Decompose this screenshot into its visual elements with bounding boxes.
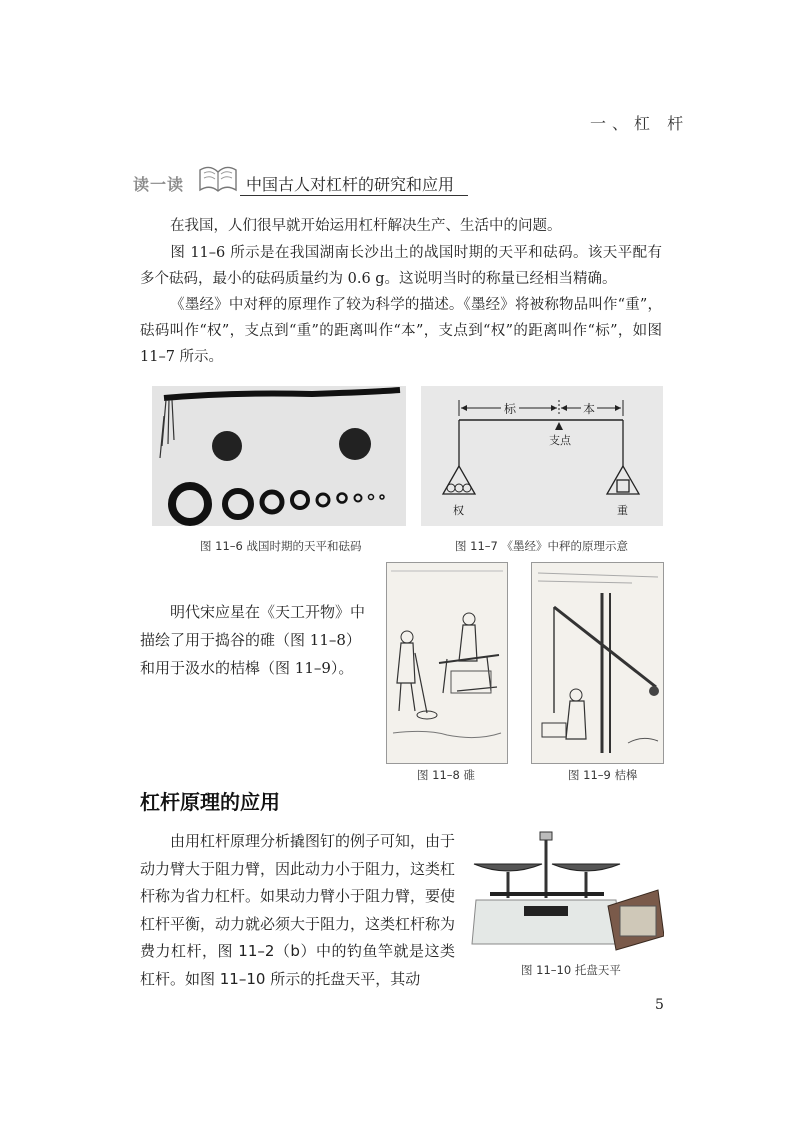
figure-11-9-image xyxy=(531,562,664,764)
figure-11-10-caption: 图 11–10 托盘天平 xyxy=(521,963,621,977)
title-underline xyxy=(240,195,468,196)
paragraph-4 xyxy=(140,598,368,682)
well-sweep-illustration xyxy=(532,563,663,763)
figure-11-6-image xyxy=(152,386,406,526)
paragraph-3-text: 《墨经》中对秤的原理作了较为科学的描述。《墨经》将被称物品叫作“重”，砝码叫作“权”，支点到“重”的距离叫作“本”，支点到“权”的距离叫作“标”，如图 11–7 所示。 xyxy=(140,297,662,365)
tray-balance-illustration xyxy=(468,826,664,954)
label-zhong: 重 xyxy=(617,504,628,517)
paragraph-2 xyxy=(140,240,662,292)
chapter-header: 一、杠 杆 xyxy=(590,114,690,133)
label-fulcrum: 支点 xyxy=(549,434,571,447)
figure-11-8-caption: 图 11–8 碓 xyxy=(417,768,476,782)
label-ben: 本 xyxy=(583,402,596,416)
paragraph-1-text: 在我国，人们很早就开始运用杠杆解决生产、生活中的问题。 xyxy=(170,218,562,234)
page-number: 5 xyxy=(655,997,664,1013)
figure-11-8-image xyxy=(386,562,508,764)
balance-weights-illustration xyxy=(152,386,406,526)
figure-11-7-caption: 图 11–7 《墨经》中秤的原理示意 xyxy=(455,539,629,553)
section-title: 杠杆原理的应用 xyxy=(140,790,280,814)
figure-11-9-caption: 图 11–9 桔槔 xyxy=(568,768,638,782)
pestle-illustration xyxy=(387,563,507,763)
paragraph-2-text: 图 11–6 所示是在我国湖南长沙出土的战国时期的天平和砝码。该天平配有多个砝码，最小的砝码质量约为 0.6 g。这说明当时的称量已经相当精确。 xyxy=(140,245,662,287)
figure-11-6-caption: 图 11–6 战国时期的天平和砝码 xyxy=(200,539,362,553)
open-book-icon xyxy=(196,160,240,194)
figure-11-10-image xyxy=(468,826,664,954)
label-biao: 标 xyxy=(504,402,517,416)
read-title: 中国古人对杠杆的研究和应用 xyxy=(246,175,455,194)
figure-11-7-diagram xyxy=(421,386,663,526)
section-body-text: 由用杠杆原理分析撬图钉的例子可知，由于动力臂大于阻力臂，因此动力小于阻力，这类杠杆称为省力杠杆。如果动力臂小于阻力臂，要使杠杆平衡，动力就必须大于阻力，这类杠杆称为费力杠杆，图 11–2（b）中的钓鱼竿就是这类杠杆。如图 11–10 所示的托盘天平，其动 xyxy=(140,832,456,988)
paragraph-4-text: 明代宋应星在《天工开物》中描绘了用于捣谷的碓（图 11–8）和用于汲水的桔槔（图 11–9）。 xyxy=(140,603,366,677)
label-quan: 权 xyxy=(453,504,464,517)
section-body xyxy=(140,828,455,993)
paragraph-1 xyxy=(140,213,662,239)
paragraph-3 xyxy=(140,292,662,370)
read-tag: 读一读 xyxy=(133,175,185,194)
